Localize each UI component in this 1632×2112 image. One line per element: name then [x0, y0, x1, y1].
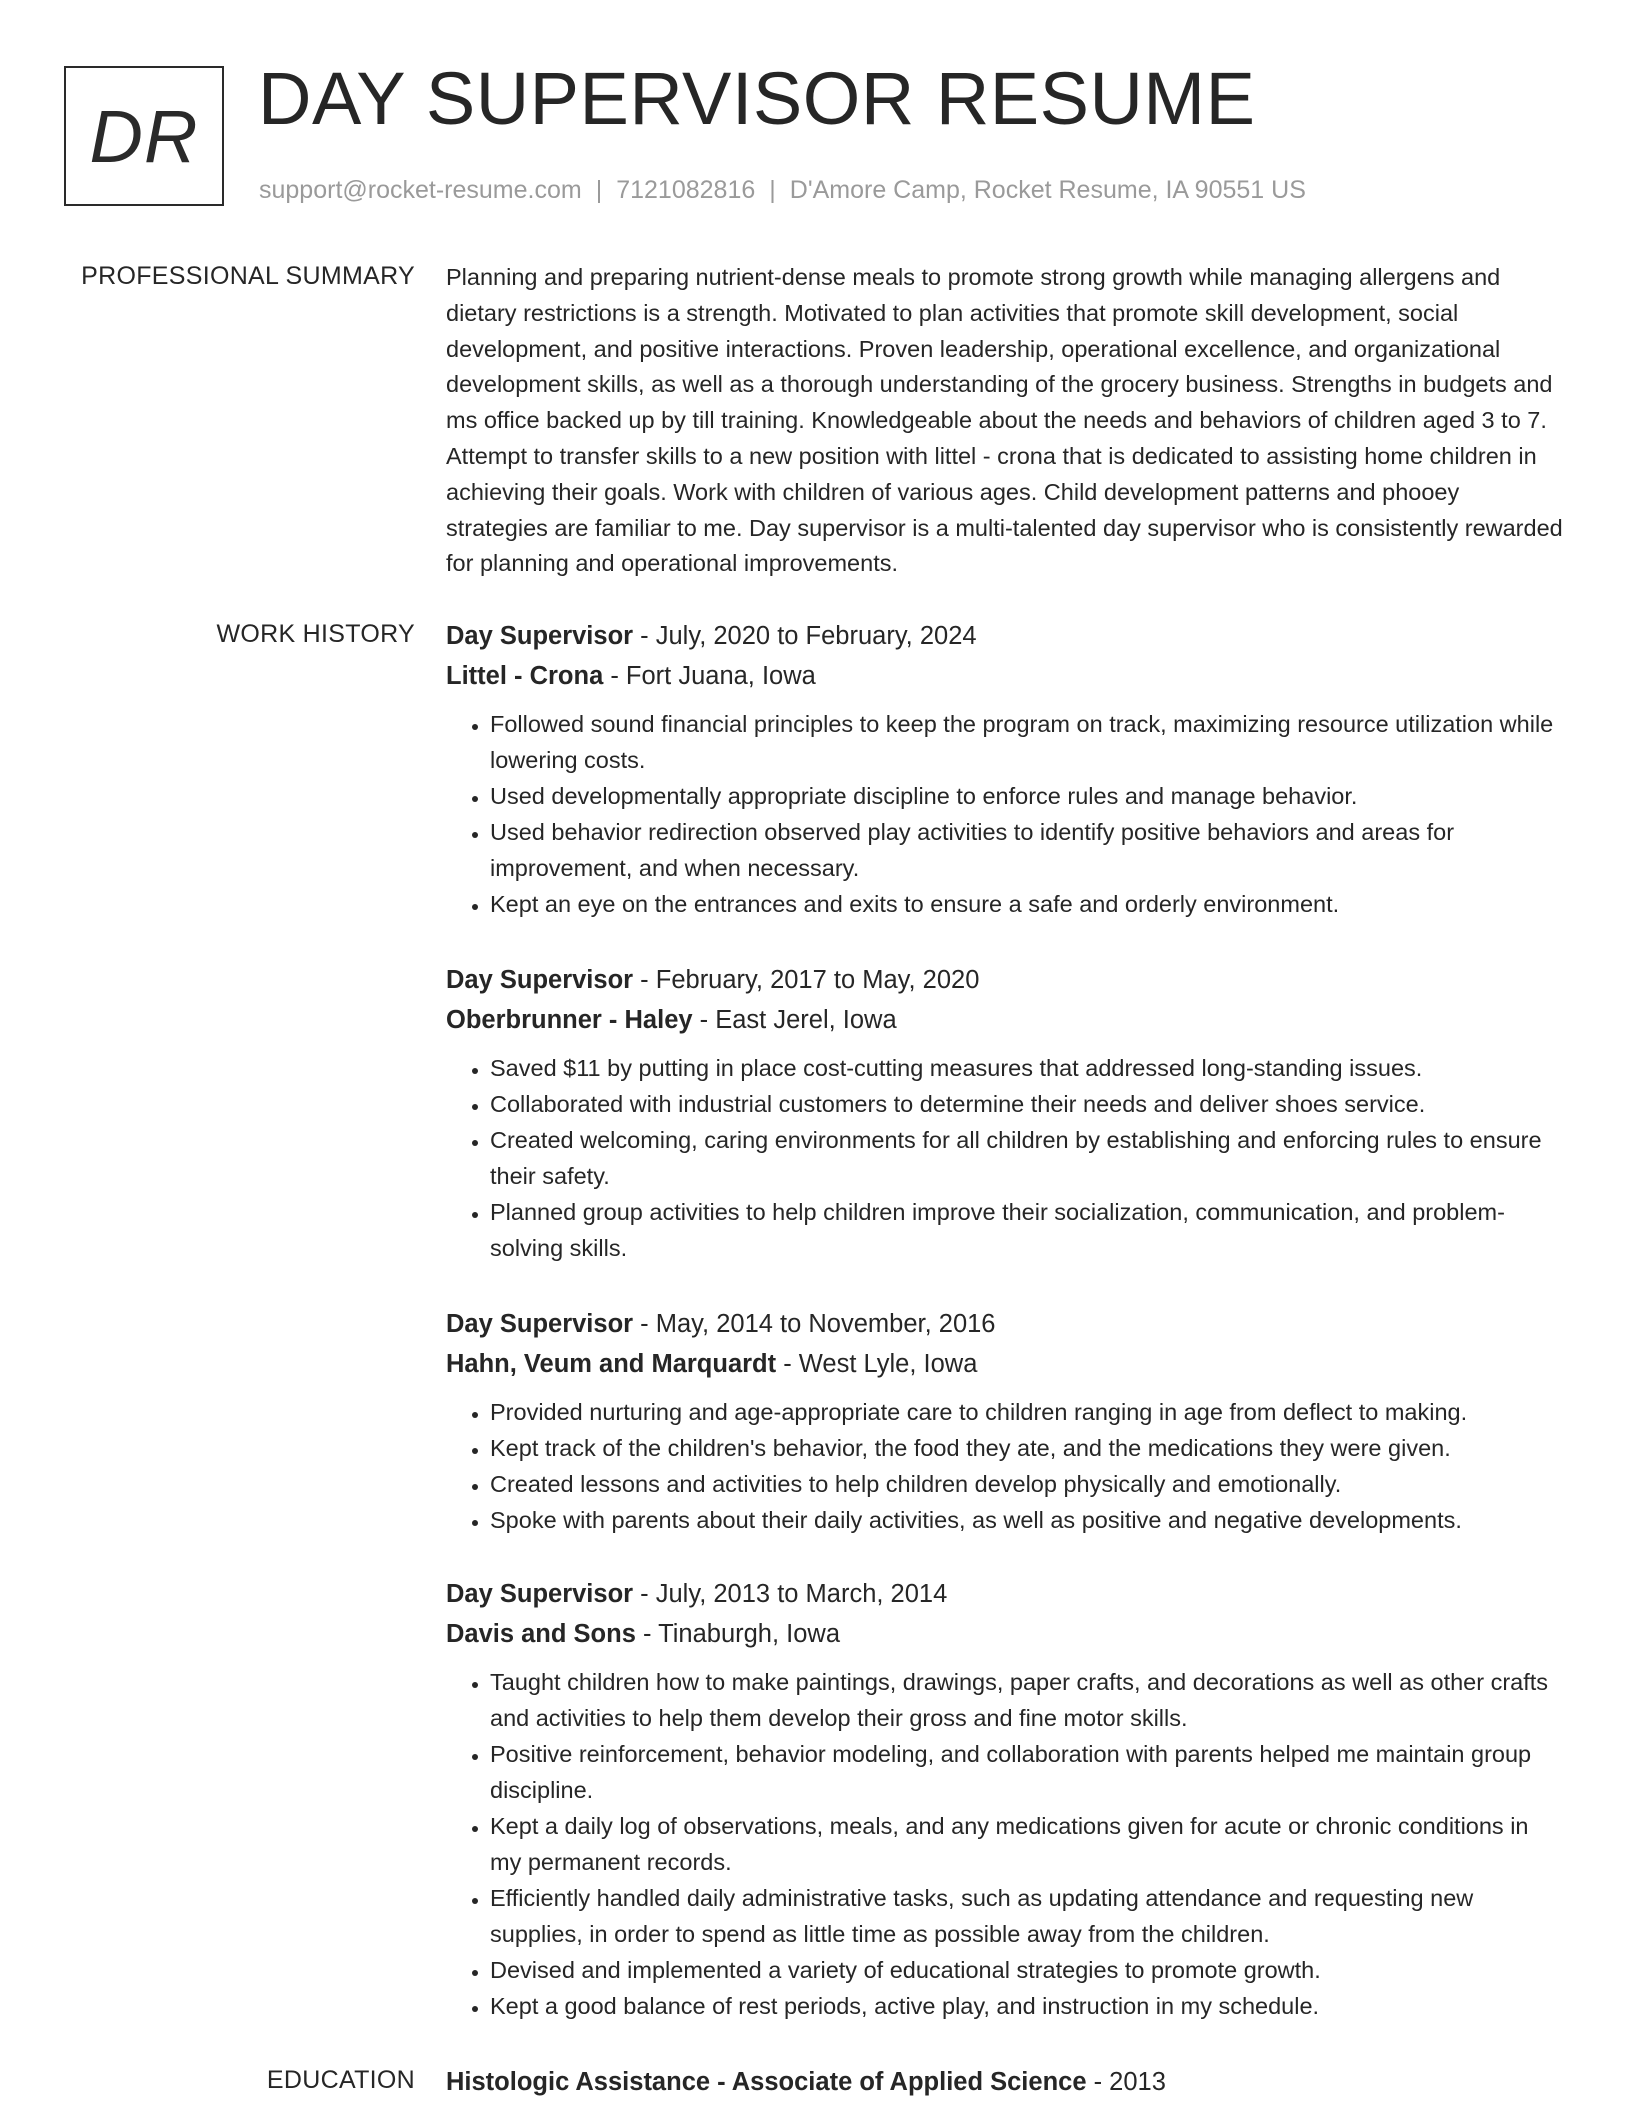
- contact-separator: |: [769, 176, 776, 204]
- job-bullet: • Saved $11 by putting in place cost-cutting measures that addressed long-standing issues.: [490, 1050, 1566, 1086]
- job-location: - Tinaburgh, Iowa: [635, 1620, 841, 1648]
- job-bullet: • Kept a daily log of observations, meals, and any medications given for acute or chronic conditions in my permanent records.: [490, 1808, 1566, 1880]
- contact-email: support@rocket-resume.com: [259, 176, 582, 204]
- job-bullet: • Positive reinforcement, behavior modeling, and collaboration with parents helped me maintain group discipline.: [490, 1736, 1566, 1808]
- contact-address: D'Amore Camp, Rocket Resume, IA 90551 US: [789, 176, 1306, 204]
- job-location: - East Jerel, Iowa: [692, 1006, 897, 1034]
- job-title: Day Supervisor: [446, 622, 634, 650]
- job-company: Oberbrunner - Haley: [446, 1006, 693, 1034]
- job-entry: [446, 960, 1566, 1266]
- education-year: - 2013: [1086, 2068, 1166, 2096]
- job-entry: [446, 1574, 1566, 2024]
- job-dates: - February, 2017 to May, 2020: [633, 966, 980, 994]
- education-body: [446, 2062, 1566, 2102]
- job-bullet: • Planned group activities to help children improve their socialization, communication, and problem-solving skills.: [490, 1194, 1566, 1266]
- job-title-line: [446, 616, 1566, 656]
- education-degree: Histologic Assistance - Associate of Applied Science: [446, 2068, 1087, 2096]
- job-company: Hahn, Veum and Marquardt: [446, 1350, 777, 1378]
- job-dates: - July, 2020 to February, 2024: [633, 622, 977, 650]
- job-bullet: • Kept an eye on the entrances and exits to ensure a safe and orderly environment.: [490, 886, 1566, 922]
- job-bullet: • Efficiently handled daily administrative tasks, such as updating attendance and requesting new supplies, in order to spend as little time as possible away from the children.: [490, 1880, 1566, 1952]
- resume-title: DAY SUPERVISOR RESUME: [258, 57, 1256, 140]
- job-location: - West Lyle, Iowa: [776, 1350, 978, 1378]
- summary-body: [446, 260, 1566, 582]
- job-bullet: • Kept a good balance of rest periods, active play, and instruction in my schedule.: [490, 1988, 1566, 2024]
- job-bullet: • Devised and implemented a variety of educational strategies to promote growth.: [490, 1952, 1566, 1988]
- job-entry: [446, 1304, 1566, 1538]
- job-company: Davis and Sons: [446, 1620, 636, 1648]
- job-dates: - July, 2013 to March, 2014: [633, 1580, 948, 1608]
- job-bullets: [446, 1050, 1566, 1266]
- job-title-line: [446, 960, 1566, 1000]
- job-bullet: • Provided nurturing and age-appropriate care to children ranging in age from deflect to making.: [490, 1394, 1566, 1430]
- summary-text: Planning and preparing nutrient-dense meals to promote strong growth while managing allergens and dietary restrictions is a strength. Motivated to plan activities that promote skill development, social development, and positive interactions. Proven leadership, operational excellence, and organizational development skills, as well as a thorough understanding of the grocery business. Strengths in budgets and ms office backed up by till training. Knowledgeable about the needs and behaviors of children aged 3 to 7. Attempt to transfer skills to a new position with littel - crona that is dedicated to assisting home children in achieving their goals. Work with children of various ages. Child development patterns and phooey strategies are familiar to me. Day supervisor is a multi-talented day supervisor who is consistently rewarded for planning and operational improvements.: [446, 264, 1563, 577]
- job-bullet: • Taught children how to make paintings, drawings, paper crafts, and decorations as well as other crafts and activities to help them develop their gross and fine motor skills.: [490, 1664, 1566, 1736]
- job-title-line: [446, 1304, 1566, 1344]
- job-company: Littel - Crona: [446, 662, 604, 690]
- job-bullet: • Followed sound financial principles to keep the program on track, maximizing resource utilization while lowering costs.: [490, 706, 1566, 778]
- job-bullet: • Created welcoming, caring environments for all children by establishing and enforcing rules to ensure their safety.: [490, 1122, 1566, 1194]
- contact-separator: |: [595, 176, 603, 204]
- job-bullet: • Collaborated with industrial customers to determine their needs and deliver shoes service.: [490, 1086, 1566, 1122]
- job-bullet: • Kept track of the children's behavior, the food they ate, and the medications they were given.: [490, 1430, 1566, 1466]
- job-company-line: [446, 1344, 1566, 1384]
- job-bullets: [446, 706, 1566, 922]
- job-company-line: [446, 656, 1566, 696]
- education-heading: EDUCATION: [266, 2066, 415, 2094]
- summary-heading: PROFESSIONAL SUMMARY: [81, 262, 415, 290]
- work-history-heading: WORK HISTORY: [216, 620, 415, 648]
- contact-line: [259, 174, 1306, 206]
- job-dates: - May, 2014 to November, 2016: [633, 1310, 996, 1338]
- contact-phone: 7121082816: [616, 176, 756, 204]
- job-bullet: • Created lessons and activities to help children develop physically and emotionally.: [490, 1466, 1566, 1502]
- job-title: Day Supervisor: [446, 1580, 634, 1608]
- job-entry: [446, 616, 1566, 922]
- education-degree-line: [446, 2062, 1566, 2102]
- job-location: - Fort Juana, Iowa: [603, 662, 816, 690]
- job-title: Day Supervisor: [446, 966, 634, 994]
- job-bullets: [446, 1394, 1566, 1538]
- job-bullet: • Spoke with parents about their daily activities, as well as positive and negative developments.: [490, 1502, 1566, 1538]
- monogram-logo: DR: [64, 66, 224, 206]
- job-bullet: • Used behavior redirection observed play activities to identify positive behaviors and areas for improvement, and when necessary.: [490, 814, 1566, 886]
- job-bullets: [446, 1664, 1566, 2024]
- job-company-line: [446, 1614, 1566, 1654]
- job-company-line: [446, 1000, 1566, 1040]
- job-title: Day Supervisor: [446, 1310, 634, 1338]
- job-bullet: • Used developmentally appropriate discipline to enforce rules and manage behavior.: [490, 778, 1566, 814]
- job-title-line: [446, 1574, 1566, 1614]
